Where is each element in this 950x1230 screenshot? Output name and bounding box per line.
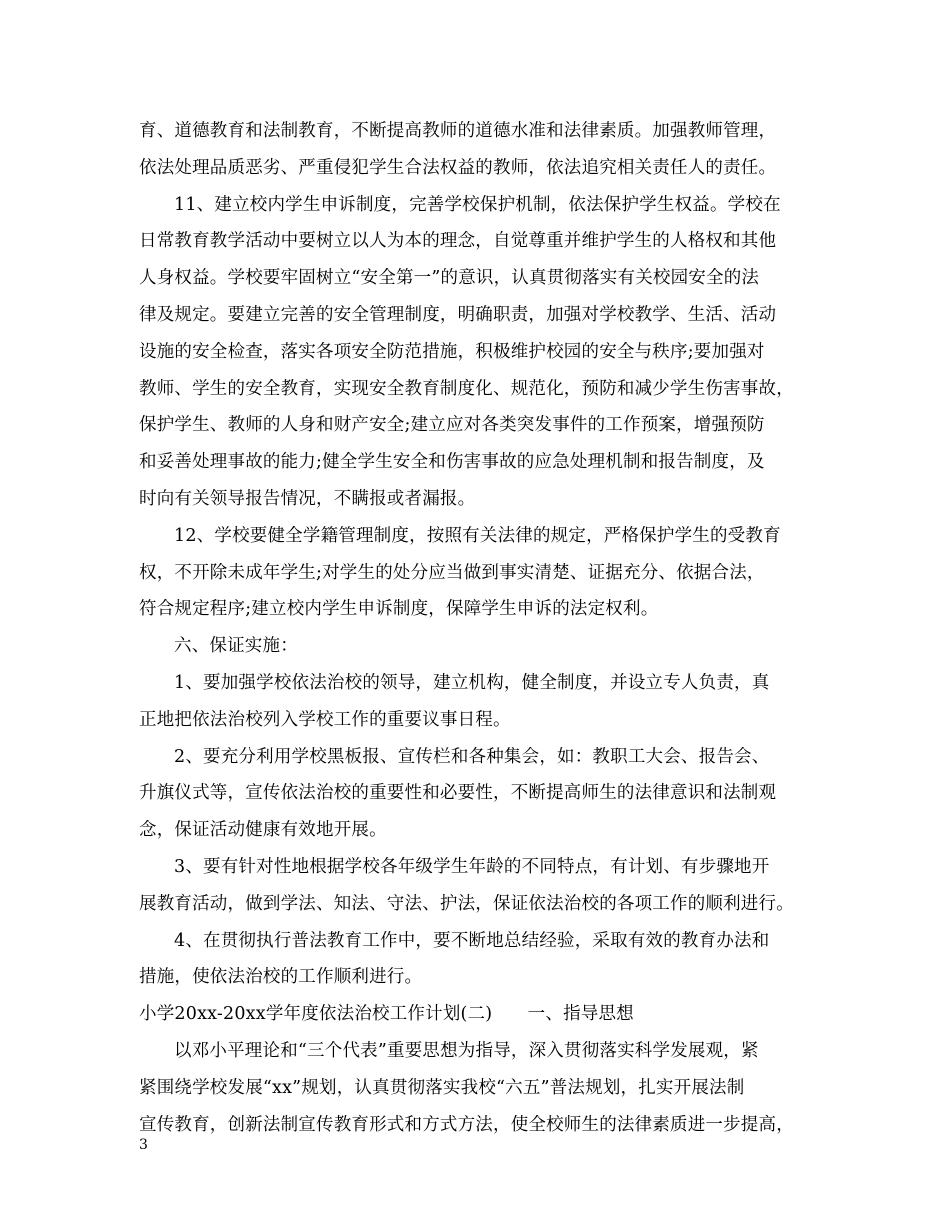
text-line: 符合规定程序;建立校内学生申诉制度，保障学生申诉的法定权利。 bbox=[139, 599, 659, 620]
text-line: 六、保证实施： bbox=[174, 636, 298, 657]
text-line: 措施，使依法治校的工作顺利进行。 bbox=[139, 967, 423, 988]
text-line: 人身权益。学校要牢固树立“安全第一”的意识，认真贯彻落实有关校园安全的法 bbox=[139, 268, 760, 289]
text-line: 宣传教育，创新法制宣传教育形式和方式方法，使全校师生的法律素质进一步提高， bbox=[139, 1114, 794, 1135]
text-line: 小学20xx-20xx学年度依法治校工作计划(二) 一、指导思想 bbox=[139, 1004, 634, 1025]
text-line: 权，不开除未成年学生;对学生的处分应当做到事实清楚、证据充分、依据合法， bbox=[139, 562, 765, 583]
text-line: 1、要加强学校依法治校的领导，建立机构，健全制度，并设立专人负责，真 bbox=[174, 672, 770, 693]
text-line: 4、在贯彻执行普法教育工作中，要不断地总结经验，采取有效的教育办法和 bbox=[174, 930, 770, 951]
text-line: 律及规定。要建立完善的安全管理制度，明确职责，加强对学校教学、生活、活动 bbox=[139, 304, 777, 325]
text-line: 依法处理品质恶劣、严重侵犯学生合法权益的教师，依法追究相关责任人的责任。 bbox=[139, 157, 777, 178]
text-line: 教师、学生的安全教育，实现安全教育制度化、规范化，预防和减少学生伤害事故， bbox=[139, 378, 794, 399]
text-line: 展教育活动，做到学法、知法、守法、护法，保证依法治校的各项工作的顺利进行。 bbox=[139, 893, 794, 914]
text-line: 育、道德教育和法制教育，不断提高教师的道德水准和法律素质。加强教师管理， bbox=[139, 121, 777, 141]
text-line: 11、建立校内学生申诉制度，完善学校保护机制，依法保护学生权益。学校在 bbox=[174, 194, 781, 215]
text-line: 12、学校要健全学籍管理制度，按照有关法律的规定，严格保护学生的受教育 bbox=[174, 525, 781, 546]
text-line: 时向有关领导报告情况，不瞒报或者漏报。 bbox=[139, 488, 476, 509]
text-line: 3、要有针对性地根据学校各年级学生年龄的不同特点，有计划、有步骤地开 bbox=[174, 856, 770, 877]
text-line: 设施的安全检查，落实各项安全防范措施，积极维护校园的安全与秩序;要加强对 bbox=[139, 341, 765, 362]
text-line: 日常教育教学活动中要树立以人为本的理念，自觉尊重并维护学生的人格权和其他 bbox=[139, 231, 777, 252]
text-line: 正地把依法治校列入学校工作的重要议事日程。 bbox=[139, 709, 511, 730]
text-line: 和妥善处理事故的能力;健全学生安全和伤害事故的应急处理机制和报告制度，及 bbox=[139, 452, 765, 473]
text-line: 升旗仪式等，宣传依法治校的重要性和必要性，不断提高师生的法律意识和法制观 bbox=[139, 783, 777, 804]
page-number: 3 bbox=[139, 1137, 148, 1153]
document-body bbox=[139, 113, 829, 1143]
text-line: 以邓小平理论和“三个代表”重要思想为指导，深入贯彻落实科学发展观，紧 bbox=[174, 1040, 759, 1061]
text-line: 保护学生、教师的人身和财产安全;建立应对各类突发事件的工作预案，增强预防 bbox=[139, 415, 765, 436]
text-line: 念，保证活动健康有效地开展。 bbox=[139, 820, 387, 841]
text-line: 2、要充分利用学校黑板报、宣传栏和各种集会，如：教职工大会、报告会、 bbox=[174, 746, 770, 767]
text-line: 紧围绕学校发展“xx”规划，认真贯彻落实我校“六五”普法规划，扎实开展法制 bbox=[139, 1077, 745, 1098]
